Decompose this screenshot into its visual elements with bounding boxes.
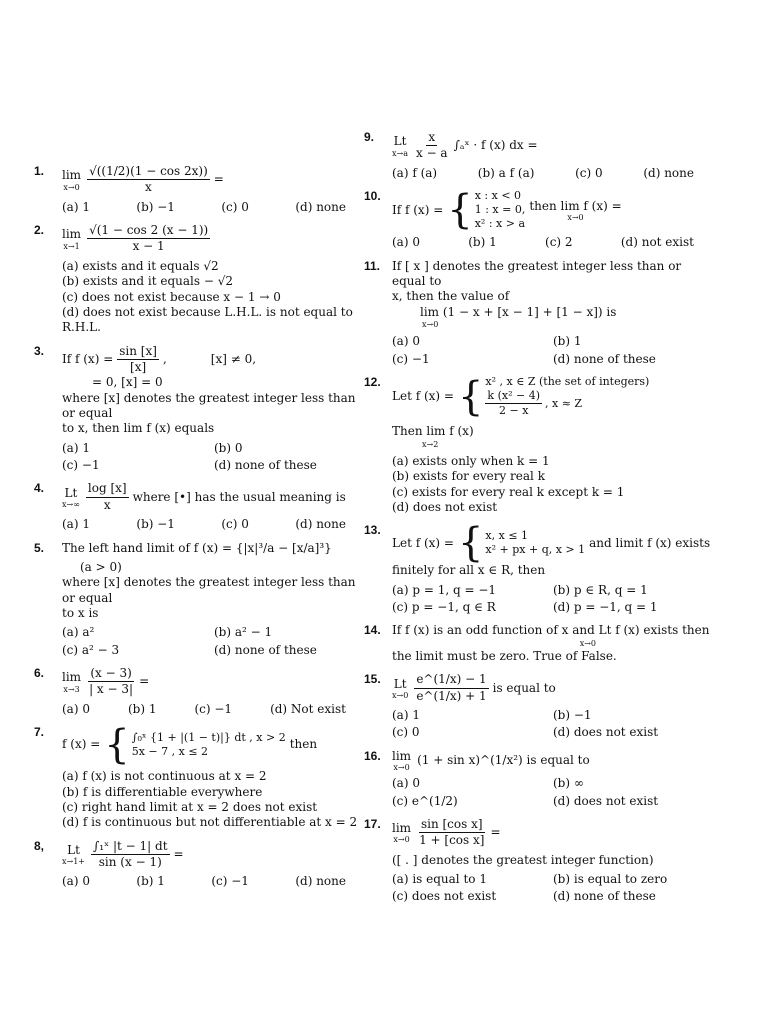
option-d[interactable]: (d) does not exist because L.H.L. is not equal to R.H.L.: [62, 304, 353, 335]
fraction: $\frac{\log [x]}{x}$: [87, 481, 127, 512]
definition-text: to x, then lim f (x) equals: [62, 421, 215, 436]
option-a[interactable]: (a) p = 1, q = −1: [392, 582, 497, 597]
option-c[interactable]: (c) −1: [194, 701, 233, 716]
option-a[interactable]: (a) 0: [392, 235, 420, 250]
options: [392, 776, 714, 809]
option-c[interactable]: (c) does not exist: [392, 889, 497, 904]
question-number: 11.: [364, 258, 381, 273]
question-number: 8,: [34, 838, 45, 853]
option-d[interactable]: (d) p = −1, q = 1: [553, 600, 658, 615]
option-b[interactable]: (b) −1: [553, 708, 592, 723]
limit-operator: then lim f (x) = x→0: [529, 198, 622, 222]
question-stem: lim x→0 $\frac{\text{sin [cos x]}}{\text{1 + [cos x]}}$ =: [392, 816, 501, 848]
fraction: $\frac{\text{sin [cos x]}}{\text{1 + [cos x]}}$: [419, 816, 485, 848]
limit-operator: lim x→0: [62, 168, 82, 192]
option-d[interactable]: (d) none: [295, 874, 346, 889]
fraction: $\frac{\text{k (x² − 4)}}{2 - x}$: [487, 389, 540, 418]
fraction: $\frac{\text{∫₁ˣ |t − 1| dt}}{\sin (x - 1)}$: [93, 838, 168, 869]
option-d[interactable]: (d) not exist: [620, 235, 694, 250]
option-d[interactable]: (d) Not exist: [270, 701, 346, 716]
fraction: $\frac{√((1/2)(1 - \cos 2x))}{x}$: [89, 164, 208, 195]
limit-operator: Lt x→∞: [62, 485, 80, 509]
piecewise-definition: { x, x ≤ 1 x² + px + q, x > 1: [457, 520, 586, 567]
question-8: [34, 839, 366, 890]
question-stem: The left hand limit of f (x) = {|x|³/a − [x/a]³} (a > 0): [62, 540, 332, 574]
option-d[interactable]: (d) none: [643, 165, 694, 180]
option-a[interactable]: (a) 0: [62, 874, 90, 889]
option-b[interactable]: (b) p ∈ R, q = 1: [553, 582, 648, 597]
left-brace-icon: {: [104, 722, 130, 769]
option-b[interactable]: (b) exists for every real k: [392, 469, 545, 484]
limit-operator: lim x→0: [392, 748, 412, 773]
option-c[interactable]: (c) p = −1, q ∈ R: [392, 600, 496, 615]
option-a[interactable]: (a) 1: [62, 517, 90, 532]
question-number: 1.: [34, 164, 45, 178]
question-9: [364, 130, 714, 181]
option-c[interactable]: (c) a² − 3: [62, 642, 120, 657]
question-stem: Let f (x) = { x, x ≤ 1 x² + px + q, x > 1 and limit f (x) exists: [392, 520, 711, 567]
limit-operator: lim x→0: [392, 821, 412, 845]
option-b[interactable]: (b) f is differentiable everywhere: [62, 784, 263, 799]
piecewise-definition: { x : x < 0 1 : x = 0, x² : x > a: [447, 187, 526, 234]
option-b[interactable]: (b) 0: [214, 440, 243, 455]
left-brace-icon: {: [447, 187, 473, 234]
question-stem: Lt x→1+ $\frac{\text{∫₁ˣ |t − 1| dt}}{\sin (x - 1)}$ =: [62, 838, 184, 869]
options: [62, 769, 366, 830]
question-stem: Lt x→a $\frac{x}{x - a}$ ∫ₐˣ · f (x) dx =: [392, 130, 538, 161]
options: [62, 874, 366, 889]
option-d[interactable]: (d) none of these: [553, 351, 656, 366]
option-c[interactable]: (c) exists for every real k except k = 1: [392, 484, 625, 499]
option-a[interactable]: (a) is equal to 1: [392, 871, 487, 886]
left-brace-icon: {: [457, 373, 484, 420]
limit-operator: Lt x→1+: [62, 842, 86, 867]
piecewise-definition: { ∫₀ˣ {1 + |(1 − t)|} dt , x > 2 5x − 7 , x ≤ 2: [104, 722, 286, 769]
question-17: [364, 817, 714, 905]
fraction: $\frac{\sin [x]}{[x]}$: [119, 343, 157, 374]
option-d[interactable]: (d) does not exist: [553, 725, 659, 740]
condition-text: = 0, [x] = 0: [92, 375, 163, 390]
left-brace-icon: {: [457, 520, 484, 567]
options: [62, 200, 366, 215]
question-3: [34, 344, 366, 474]
option-a[interactable]: (a) exists and it equals √2: [62, 258, 219, 273]
option-b[interactable]: (b) 1: [553, 334, 582, 349]
question-13: [364, 520, 714, 615]
options: [62, 702, 366, 717]
option-b[interactable]: (b) a f (a): [477, 165, 535, 180]
question-16: [364, 749, 714, 809]
question-number: 13.: [364, 523, 381, 538]
option-a[interactable]: (a) 0: [392, 334, 420, 349]
option-b[interactable]: (b) −1: [136, 199, 175, 214]
question-11: 11. If [ x ] denotes the greatest integer less than or equal to x, then the value of lim (1 − x + [x − 1] + [1 − x]) is x→0 (a) 0 (b) 1 (c) −1 (d) none of these: [364, 259, 714, 367]
options: [62, 259, 366, 336]
question-4: [34, 481, 366, 532]
option-d[interactable]: (d) none of these: [214, 458, 317, 473]
question-10: [364, 189, 714, 251]
definition-text: to x is: [62, 605, 99, 620]
option-a[interactable]: (a) exists only when k = 1: [392, 453, 550, 468]
option-c[interactable]: (c) 0: [221, 199, 249, 214]
option-c[interactable]: (c) 0: [221, 517, 249, 532]
question-number: 4.: [34, 481, 45, 496]
question-number: 6.: [34, 666, 45, 681]
option-c[interactable]: (c) does not exist because x − 1 → 0: [62, 289, 281, 304]
option-b[interactable]: (b) exists and it equals − √2: [62, 274, 233, 289]
question-7: [34, 722, 366, 830]
option-b[interactable]: (b) ∞: [553, 776, 584, 791]
option-d[interactable]: (d) none of these: [553, 889, 656, 904]
options: [62, 625, 366, 658]
right-column: [364, 130, 714, 913]
option-a[interactable]: (a) 1: [62, 440, 90, 455]
question-stem: lim x→0 $\frac{√((1/2)(1 - \cos 2x))}{x}$ =: [62, 164, 224, 195]
option-b[interactable]: (b) 1: [468, 235, 497, 250]
question-stem: Lt x→0 $\frac{e\^{}(1/x) - 1}{e\^{}(1/x) + 1}$ is equal to: [392, 672, 556, 703]
option-a[interactable]: (a) f (x) is not continuous at x = 2: [62, 769, 267, 784]
question-14: 14. If f (x) is an odd function of x and Lt f (x) exists then x→0 the limit must be zero. True of False.: [364, 623, 714, 664]
question-15: [364, 672, 714, 740]
definition-text: where [x] denotes the greatest integer less than or equal: [62, 390, 356, 421]
question-1: [34, 164, 366, 215]
question-stem: Lt x→∞ $\frac{\log [x]}{x}$ where [•] has the usual meaning is: [62, 481, 346, 512]
fraction: $\frac{(x - 3)}{| x - 3|}$: [89, 666, 134, 697]
option-c[interactable]: (c) −1: [211, 874, 249, 889]
question-stem: If f (x) = { x : x < 0 1 : x = 0, x² : x > a then lim f (x) = x→0: [392, 187, 622, 234]
option-a[interactable]: (a) 1: [62, 199, 90, 214]
option-c[interactable]: (c) 2: [545, 235, 573, 250]
question-12: 12. Let f (x) = { x² , x ∈ Z (the set of integers) $\frac{\text{k (x² − 4)}}{2 - x}$ , x ≈ Z Then lim f (x) x→2 (a) exists only when k = 1 (b) exists for every real k (c) exists for every real k except k = 1 (d) does not exist: [364, 375, 714, 515]
option-c[interactable]: (c) 0: [575, 165, 603, 180]
question-stem: lim x→0 (1 + sin x)^(1/x²) is equal to: [392, 748, 590, 773]
options: [392, 583, 714, 616]
option-c[interactable]: (c) −1: [62, 458, 100, 473]
option-b[interactable]: (b) 1: [136, 874, 165, 889]
definition-text: the limit must be zero. True of False.: [392, 649, 617, 663]
options: [392, 166, 714, 181]
question-number: 15.: [364, 672, 381, 687]
question-2: [34, 223, 366, 336]
limit-operator: Lt x→0: [392, 676, 409, 700]
option-c[interactable]: (c) 0: [392, 725, 420, 740]
option-a[interactable]: (a) 0: [392, 776, 420, 791]
option-a[interactable]: (a) a²: [62, 625, 95, 640]
option-d[interactable]: (d) f is continuous but not differentiable at x = 2: [62, 815, 358, 830]
option-b[interactable]: (b) 1: [127, 701, 157, 716]
question-number: 14.: [364, 623, 381, 638]
question-stem: [62, 223, 366, 255]
question-stem: If [ x ] denotes the greatest integer less than or equal to: [392, 258, 682, 289]
question-stem: If f (x) is an odd function of x and Lt f (x) exists then: [392, 623, 710, 638]
limit-operator: lim (1 − x + [x − 1] + [1 − x]) is: [420, 304, 617, 319]
options: [62, 441, 366, 474]
question-number: 3.: [34, 343, 45, 358]
options: [392, 235, 714, 250]
option-c[interactable]: (c) e^(1/2): [392, 793, 458, 808]
piecewise-definition: { x² , x ∈ Z (the set of integers) $\frac{\text{k (x² − 4)}}{2 - x}$ , x ≈ Z: [457, 373, 650, 420]
limit-operator: lim x→1: [62, 227, 82, 251]
question-number: 10.: [364, 189, 381, 204]
fraction: $\frac{e\^{}(1/x) - 1}{e\^{}(1/x) + 1}$: [416, 672, 487, 703]
question-stem: If f (x) = $\frac{\sin [x]}{[x]}$ , [x] ≠ 0,: [62, 343, 257, 374]
options: [392, 872, 714, 905]
question-stem: Let f (x) = { x² , x ∈ Z (the set of integers) $\frac{\text{k (x² − 4)}}{2 - x}$ , x ≈ Z: [392, 373, 650, 420]
option-b[interactable]: (b) is equal to zero: [553, 871, 668, 886]
question-6: [34, 666, 366, 717]
option-d[interactable]: (d) none: [295, 199, 346, 214]
option-a[interactable]: (a) 0: [62, 701, 90, 716]
definition-text: where [x] denotes the greatest integer less than or equal: [62, 575, 356, 605]
question-stem: x, then the value of: [392, 289, 510, 304]
question-number: 17.: [364, 816, 381, 831]
option-b[interactable]: (b) −1: [136, 517, 175, 532]
limit-operator: lim x→3: [62, 670, 82, 694]
options: [392, 708, 714, 741]
definition-text: finitely for all x ∈ R, then: [392, 563, 546, 578]
question-number: 16.: [364, 748, 381, 763]
question-5: [34, 541, 366, 659]
definition-text: ([ . ] denotes the greatest integer function): [392, 852, 654, 867]
limit-operator: Lt x→a: [392, 134, 408, 158]
option-d[interactable]: (d) none: [295, 517, 346, 532]
option-c[interactable]: (c) −1: [392, 351, 430, 366]
definition-text: Then lim f (x): [392, 424, 474, 439]
question-number: 9.: [364, 130, 375, 144]
fraction: $\frac{x}{x - a}$: [415, 130, 448, 161]
option-d[interactable]: (d) none of these: [214, 642, 317, 657]
question-number: 12.: [364, 375, 381, 390]
option-d[interactable]: (d) does not exist: [553, 793, 659, 808]
question-stem: f (x) = { ∫₀ˣ {1 + |(1 − t)|} dt , x > 2 5x − 7 , x ≤ 2 then: [62, 722, 318, 769]
option-c[interactable]: (c) right hand limit at x = 2 does not exist: [62, 799, 318, 814]
question-stem: lim x→3 $\frac{(x - 3)}{| x - 3|}$ =: [62, 666, 150, 697]
question-number: 2.: [34, 223, 45, 238]
option-a[interactable]: (a) 1: [392, 708, 420, 723]
left-column: [34, 160, 366, 898]
options: [392, 334, 714, 367]
option-a[interactable]: (a) f (a): [392, 165, 438, 180]
option-b[interactable]: (b) a² − 1: [214, 625, 273, 640]
question-number: 7.: [34, 725, 45, 740]
option-d[interactable]: (d) does not exist: [392, 499, 498, 514]
fraction: $\frac{√(1 - \cos 2 (x - 1))}{x - 1}$: [89, 223, 209, 254]
question-number: 5.: [34, 540, 45, 555]
options: [392, 454, 714, 515]
options: [62, 517, 366, 532]
